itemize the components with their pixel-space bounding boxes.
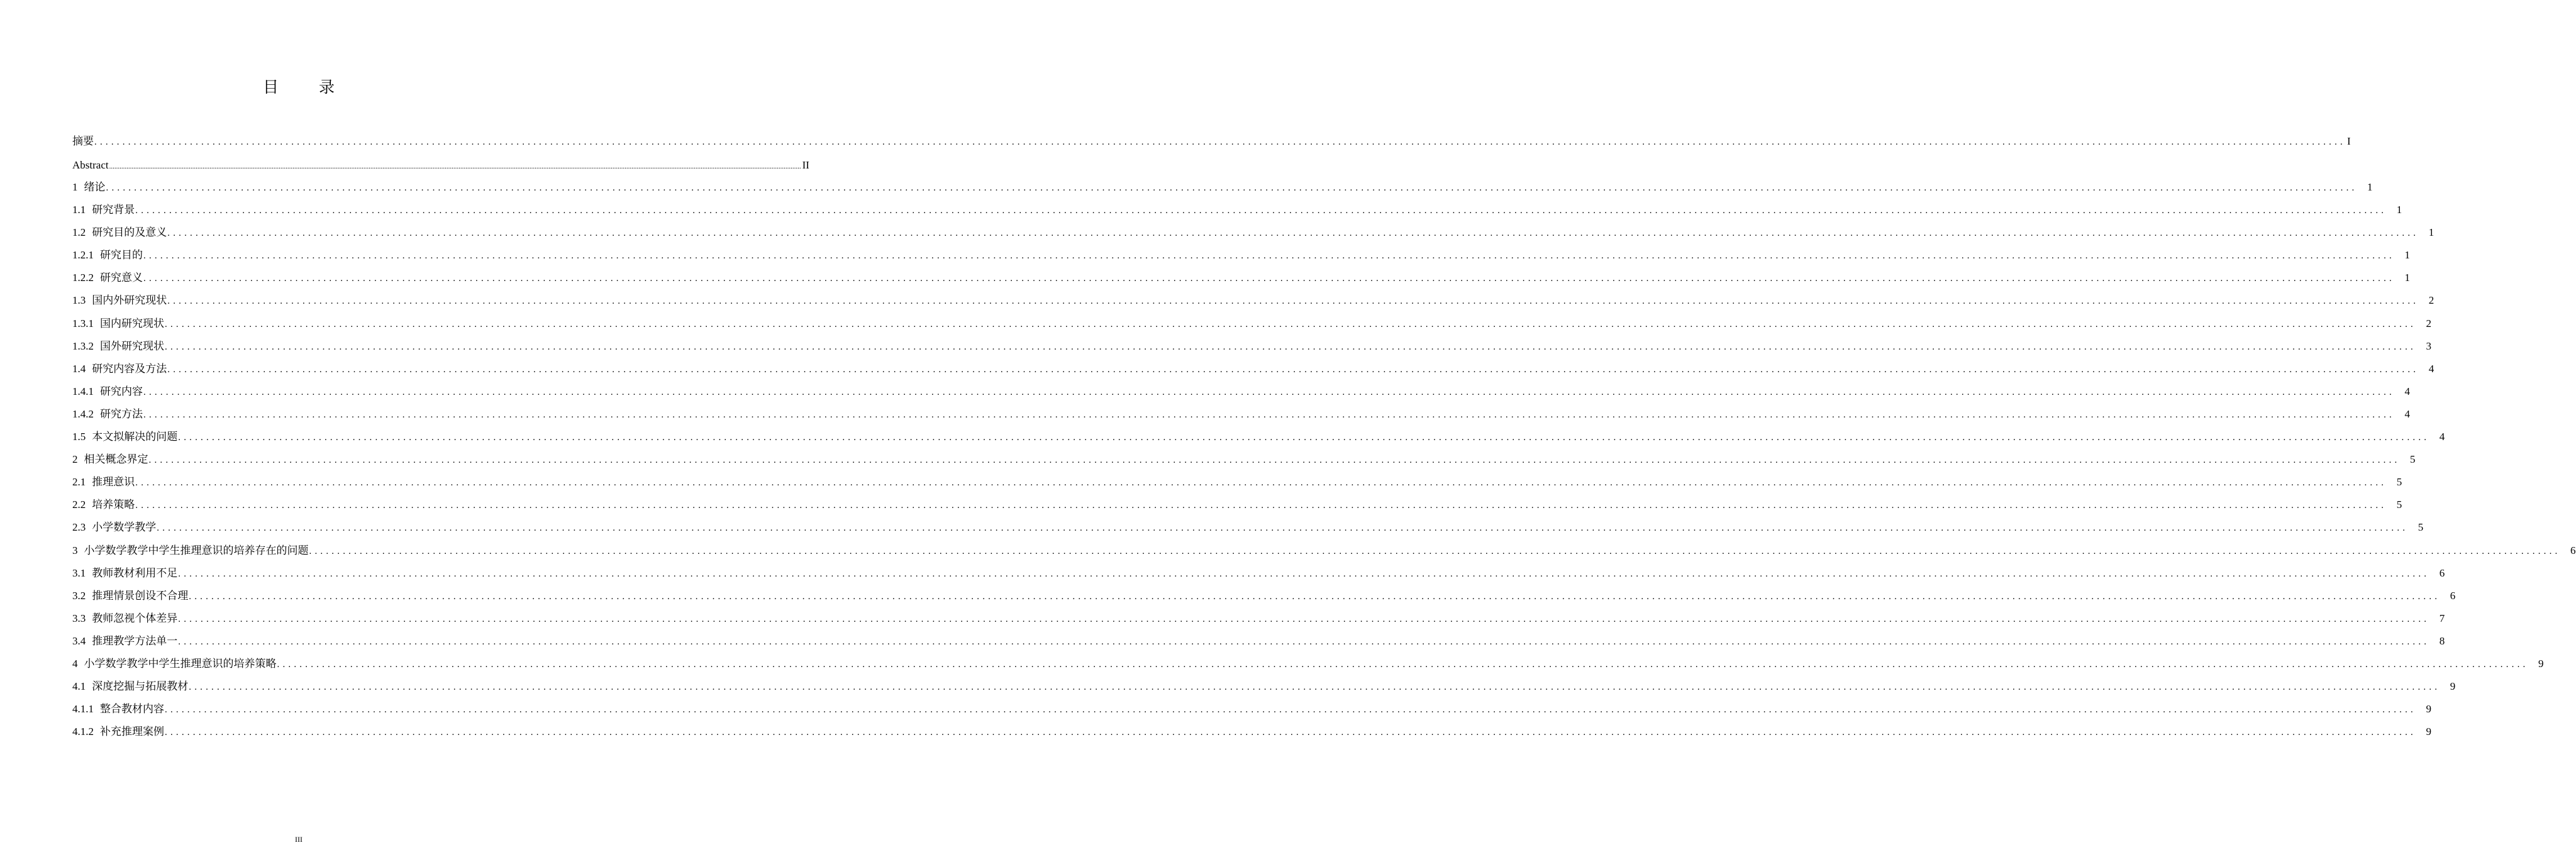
toc-entry-page: 5 xyxy=(2396,476,2402,489)
toc-entry[interactable] xyxy=(72,721,2431,743)
toc-entry[interactable] xyxy=(72,562,2445,585)
toc-entry[interactable] xyxy=(72,630,2445,653)
toc-entry-number: 4 xyxy=(72,657,78,670)
toc-leader-dots: ................................................................................................................................................................................................................................................................................................................................................................................................................ xyxy=(189,682,2441,693)
toc-entry-number: 1.2.1 xyxy=(72,249,94,262)
toc-entry-page: 9 xyxy=(2450,680,2456,693)
toc-entry-page: 1 xyxy=(2396,204,2402,216)
toc-entry[interactable] xyxy=(72,380,2410,403)
page-number: III xyxy=(295,835,303,844)
toc-leader-dots: ................................................................................................................................................................................................................................................................................................................................................................................................................ xyxy=(178,433,2430,443)
toc-leader-dots: ................................................................................................................................................................................................................................................................................................................................................................................................................ xyxy=(167,364,2419,375)
toc-entry-page: 6 xyxy=(2439,566,2445,579)
toc-entry[interactable] xyxy=(72,403,2410,426)
toc-entry-page: 9 xyxy=(2538,657,2544,670)
toc-entry[interactable] xyxy=(72,516,2424,539)
toc-entry[interactable] xyxy=(72,199,2402,221)
toc-entry-title: 小学数学教学 xyxy=(92,521,157,534)
toc-entry[interactable] xyxy=(72,448,2416,471)
toc-leader-dots: ................................................................................................................................................................................................................................................................................................................................................................................................................ xyxy=(148,455,2401,466)
toc-entry-page: 6 xyxy=(2570,544,2576,556)
toc-entry[interactable] xyxy=(72,426,2445,448)
toc-leader-dots: ................................................................................................................................................................................................................................................................................................................................................................................................................ xyxy=(309,546,2561,556)
toc-entry-number: 4.1.1 xyxy=(72,703,94,715)
toc-leader-dots: ................................................................................................................................................................................................................................................................................................................................................................................................................ xyxy=(135,206,2387,216)
toc-entry-number: 1.4.2 xyxy=(72,407,94,420)
toc-leader-dots: ................................................................................................................................................................................................................................................................................................................................................................................................................ xyxy=(167,296,2419,307)
toc-entry-title: 研究背景 xyxy=(92,204,135,216)
toc-entry-title: 绪论 xyxy=(84,181,106,193)
toc-entry-title: 研究意义 xyxy=(100,272,143,284)
toc-entry[interactable] xyxy=(72,176,2373,199)
page-title: 目 录 xyxy=(263,78,352,96)
toc-entry-page: 4 xyxy=(2428,362,2434,375)
toc-entry-title: 国外研究现状 xyxy=(100,340,164,352)
toc-entry[interactable] xyxy=(72,471,2402,494)
toc-entry-page: 9 xyxy=(2426,703,2431,715)
toc-entry-title: 整合教材内容 xyxy=(100,703,164,715)
toc-entry-number: 1.2 xyxy=(72,226,86,239)
toc-entry-number: 2.3 xyxy=(72,521,86,534)
toc-leader-dots: ................................................................................................................................................................................................................................................................................................................................................................................................................ xyxy=(94,137,2346,147)
toc-entry-title: 研究内容 xyxy=(100,385,143,397)
toc-entry[interactable] xyxy=(72,607,2445,630)
toc-entry-page: 5 xyxy=(2410,453,2416,466)
toc-entry-number: 3.3 xyxy=(72,612,86,624)
toc-leader-dots: ................................................................................................................................................................................................................................................................................................................................................................................................................ xyxy=(189,591,2441,602)
toc-leader-dots: ................................................................................................................................................................................................................................................................................................................................................................................................................ xyxy=(165,341,2416,352)
toc-entry-title: 推理教学方法单一 xyxy=(92,634,178,647)
toc-entry-title: 教师教材利用不足 xyxy=(92,566,178,579)
toc-entry-page: 8 xyxy=(2439,634,2445,647)
toc-entry-title: 相关概念界定 xyxy=(84,453,148,466)
toc-entry[interactable] xyxy=(72,244,2410,267)
toc-entry[interactable] xyxy=(72,653,2544,675)
toc-entry-page: 2 xyxy=(2428,294,2434,307)
toc-entry-number: 1.3.1 xyxy=(72,317,94,329)
toc-entry-page: I xyxy=(2347,135,2351,147)
toc-entry-title: 小学数学教学中学生推理意识的培养存在的问题 xyxy=(84,544,309,556)
toc-entry-title: 小学数学教学中学生推理意识的培养策略 xyxy=(84,657,277,670)
toc-entry-title: 补充推理案例 xyxy=(100,726,164,738)
toc-entry-page: 5 xyxy=(2396,499,2402,511)
toc-leader-dots: ................................................................................................................................................................................................................................................................................................................................................................................................................ xyxy=(135,500,2387,511)
toc-entry-title: 培养策略 xyxy=(92,499,135,511)
toc-leader-dots: ................................................................................................................................................................................................................................................................................................................................................................................................................ xyxy=(178,568,2430,579)
toc-entry-number: 4.1.2 xyxy=(72,726,94,738)
toc-leader-dots: ................................................................................................................................................................................................................................................................................................................................................................................................................ xyxy=(109,163,801,170)
toc-entry-number: 4.1 xyxy=(72,680,86,693)
table-of-contents xyxy=(72,130,2576,743)
toc-entry-page: II xyxy=(802,159,809,171)
toc-entry-title: 摘要 xyxy=(72,135,94,147)
toc-entry-page: 9 xyxy=(2426,726,2431,738)
toc-entry[interactable] xyxy=(72,675,2456,698)
toc-leader-dots: ................................................................................................................................................................................................................................................................................................................................................................................................................ xyxy=(165,319,2416,329)
toc-leader-dots: ................................................................................................................................................................................................................................................................................................................................................................................................................ xyxy=(143,387,2395,397)
toc-entry[interactable] xyxy=(72,154,809,176)
toc-entry-number: 2.1 xyxy=(72,476,86,489)
toc-entry-page: 1 xyxy=(2404,272,2410,284)
toc-entry-title: 本文拟解决的问题 xyxy=(92,431,178,443)
toc-entry-number: 1.1 xyxy=(72,204,86,216)
toc-entry-title: 研究内容及方法 xyxy=(92,362,167,375)
toc-entry[interactable] xyxy=(72,312,2431,335)
toc-entry-page: 7 xyxy=(2439,612,2445,624)
toc-entry-title: 推理意识 xyxy=(92,476,135,489)
toc-entry-title: 教师忽视个体差异 xyxy=(92,612,178,624)
toc-entry-page: 3 xyxy=(2426,340,2431,352)
toc-entry-title: 研究目的 xyxy=(100,249,143,262)
toc-entry-number: 1.4 xyxy=(72,362,86,375)
toc-entry[interactable] xyxy=(72,335,2431,358)
toc-entry-number: 3.4 xyxy=(72,634,86,647)
toc-entry[interactable] xyxy=(72,358,2434,380)
toc-entry-title: 研究目的及意义 xyxy=(92,226,167,239)
toc-entry[interactable] xyxy=(72,539,2576,562)
toc-entry-number: 2.2 xyxy=(72,499,86,511)
toc-entry-page: 4 xyxy=(2439,431,2445,443)
toc-entry-page: 1 xyxy=(2428,226,2434,239)
toc-entry-number: 1.2.2 xyxy=(72,272,94,284)
toc-entry-page: 1 xyxy=(2404,249,2410,262)
toc-leader-dots: ................................................................................................................................................................................................................................................................................................................................................................................................................ xyxy=(178,636,2430,647)
toc-entry-page: 4 xyxy=(2404,385,2410,397)
toc-leader-dots: ................................................................................................................................................................................................................................................................................................................................................................................................................ xyxy=(143,251,2395,262)
toc-entry-number: 1.3.2 xyxy=(72,340,94,352)
toc-entry[interactable] xyxy=(72,585,2456,607)
toc-leader-dots: ................................................................................................................................................................................................................................................................................................................................................................................................................ xyxy=(165,727,2416,738)
toc-entry-page: 5 xyxy=(2418,521,2424,534)
toc-entry-number: 1.5 xyxy=(72,431,86,443)
toc-entry-title: 深度挖掘与拓展教材 xyxy=(92,680,189,693)
toc-entry-number: 1 xyxy=(72,181,78,193)
toc-entry-title: Abstract xyxy=(72,159,109,171)
toc-entry[interactable] xyxy=(72,289,2434,312)
toc-leader-dots: ................................................................................................................................................................................................................................................................................................................................................................................................................ xyxy=(106,183,2358,193)
toc-leader-dots: ................................................................................................................................................................................................................................................................................................................................................................................................................ xyxy=(157,523,2409,534)
toc-leader-dots: ................................................................................................................................................................................................................................................................................................................................................................................................................ xyxy=(167,228,2419,239)
toc-entry-title: 国内研究现状 xyxy=(100,317,164,329)
toc-entry-number: 3.1 xyxy=(72,566,86,579)
toc-leader-dots: ................................................................................................................................................................................................................................................................................................................................................................................................................ xyxy=(135,478,2387,489)
toc-entry[interactable] xyxy=(72,267,2410,289)
toc-entry[interactable] xyxy=(72,494,2402,516)
toc-entry-page: 4 xyxy=(2404,407,2410,420)
toc-leader-dots: ................................................................................................................................................................................................................................................................................................................................................................................................................ xyxy=(143,409,2395,420)
toc-entry-page: 1 xyxy=(2367,181,2373,193)
toc-entry[interactable] xyxy=(72,130,2351,154)
toc-entry-number: 3 xyxy=(72,544,78,556)
toc-entry-title: 研究方法 xyxy=(100,407,143,420)
toc-leader-dots: ................................................................................................................................................................................................................................................................................................................................................................................................................ xyxy=(143,273,2395,284)
toc-entry-title: 国内外研究现状 xyxy=(92,294,167,307)
toc-leader-dots: ................................................................................................................................................................................................................................................................................................................................................................................................................ xyxy=(165,705,2416,715)
toc-entry[interactable] xyxy=(72,221,2434,244)
toc-entry-number: 3.2 xyxy=(72,589,86,602)
toc-entry-title: 推理情景创设不合理 xyxy=(92,589,189,602)
toc-leader-dots: ................................................................................................................................................................................................................................................................................................................................................................................................................ xyxy=(178,614,2430,624)
toc-entry-number: 2 xyxy=(72,453,78,466)
toc-entry-number: 1.3 xyxy=(72,294,86,307)
toc-entry-number: 1.4.1 xyxy=(72,385,94,397)
toc-entry-page: 2 xyxy=(2426,317,2431,329)
toc-entry[interactable] xyxy=(72,698,2431,721)
toc-leader-dots: ................................................................................................................................................................................................................................................................................................................................................................................................................ xyxy=(277,659,2529,670)
toc-entry-page: 6 xyxy=(2450,589,2456,602)
